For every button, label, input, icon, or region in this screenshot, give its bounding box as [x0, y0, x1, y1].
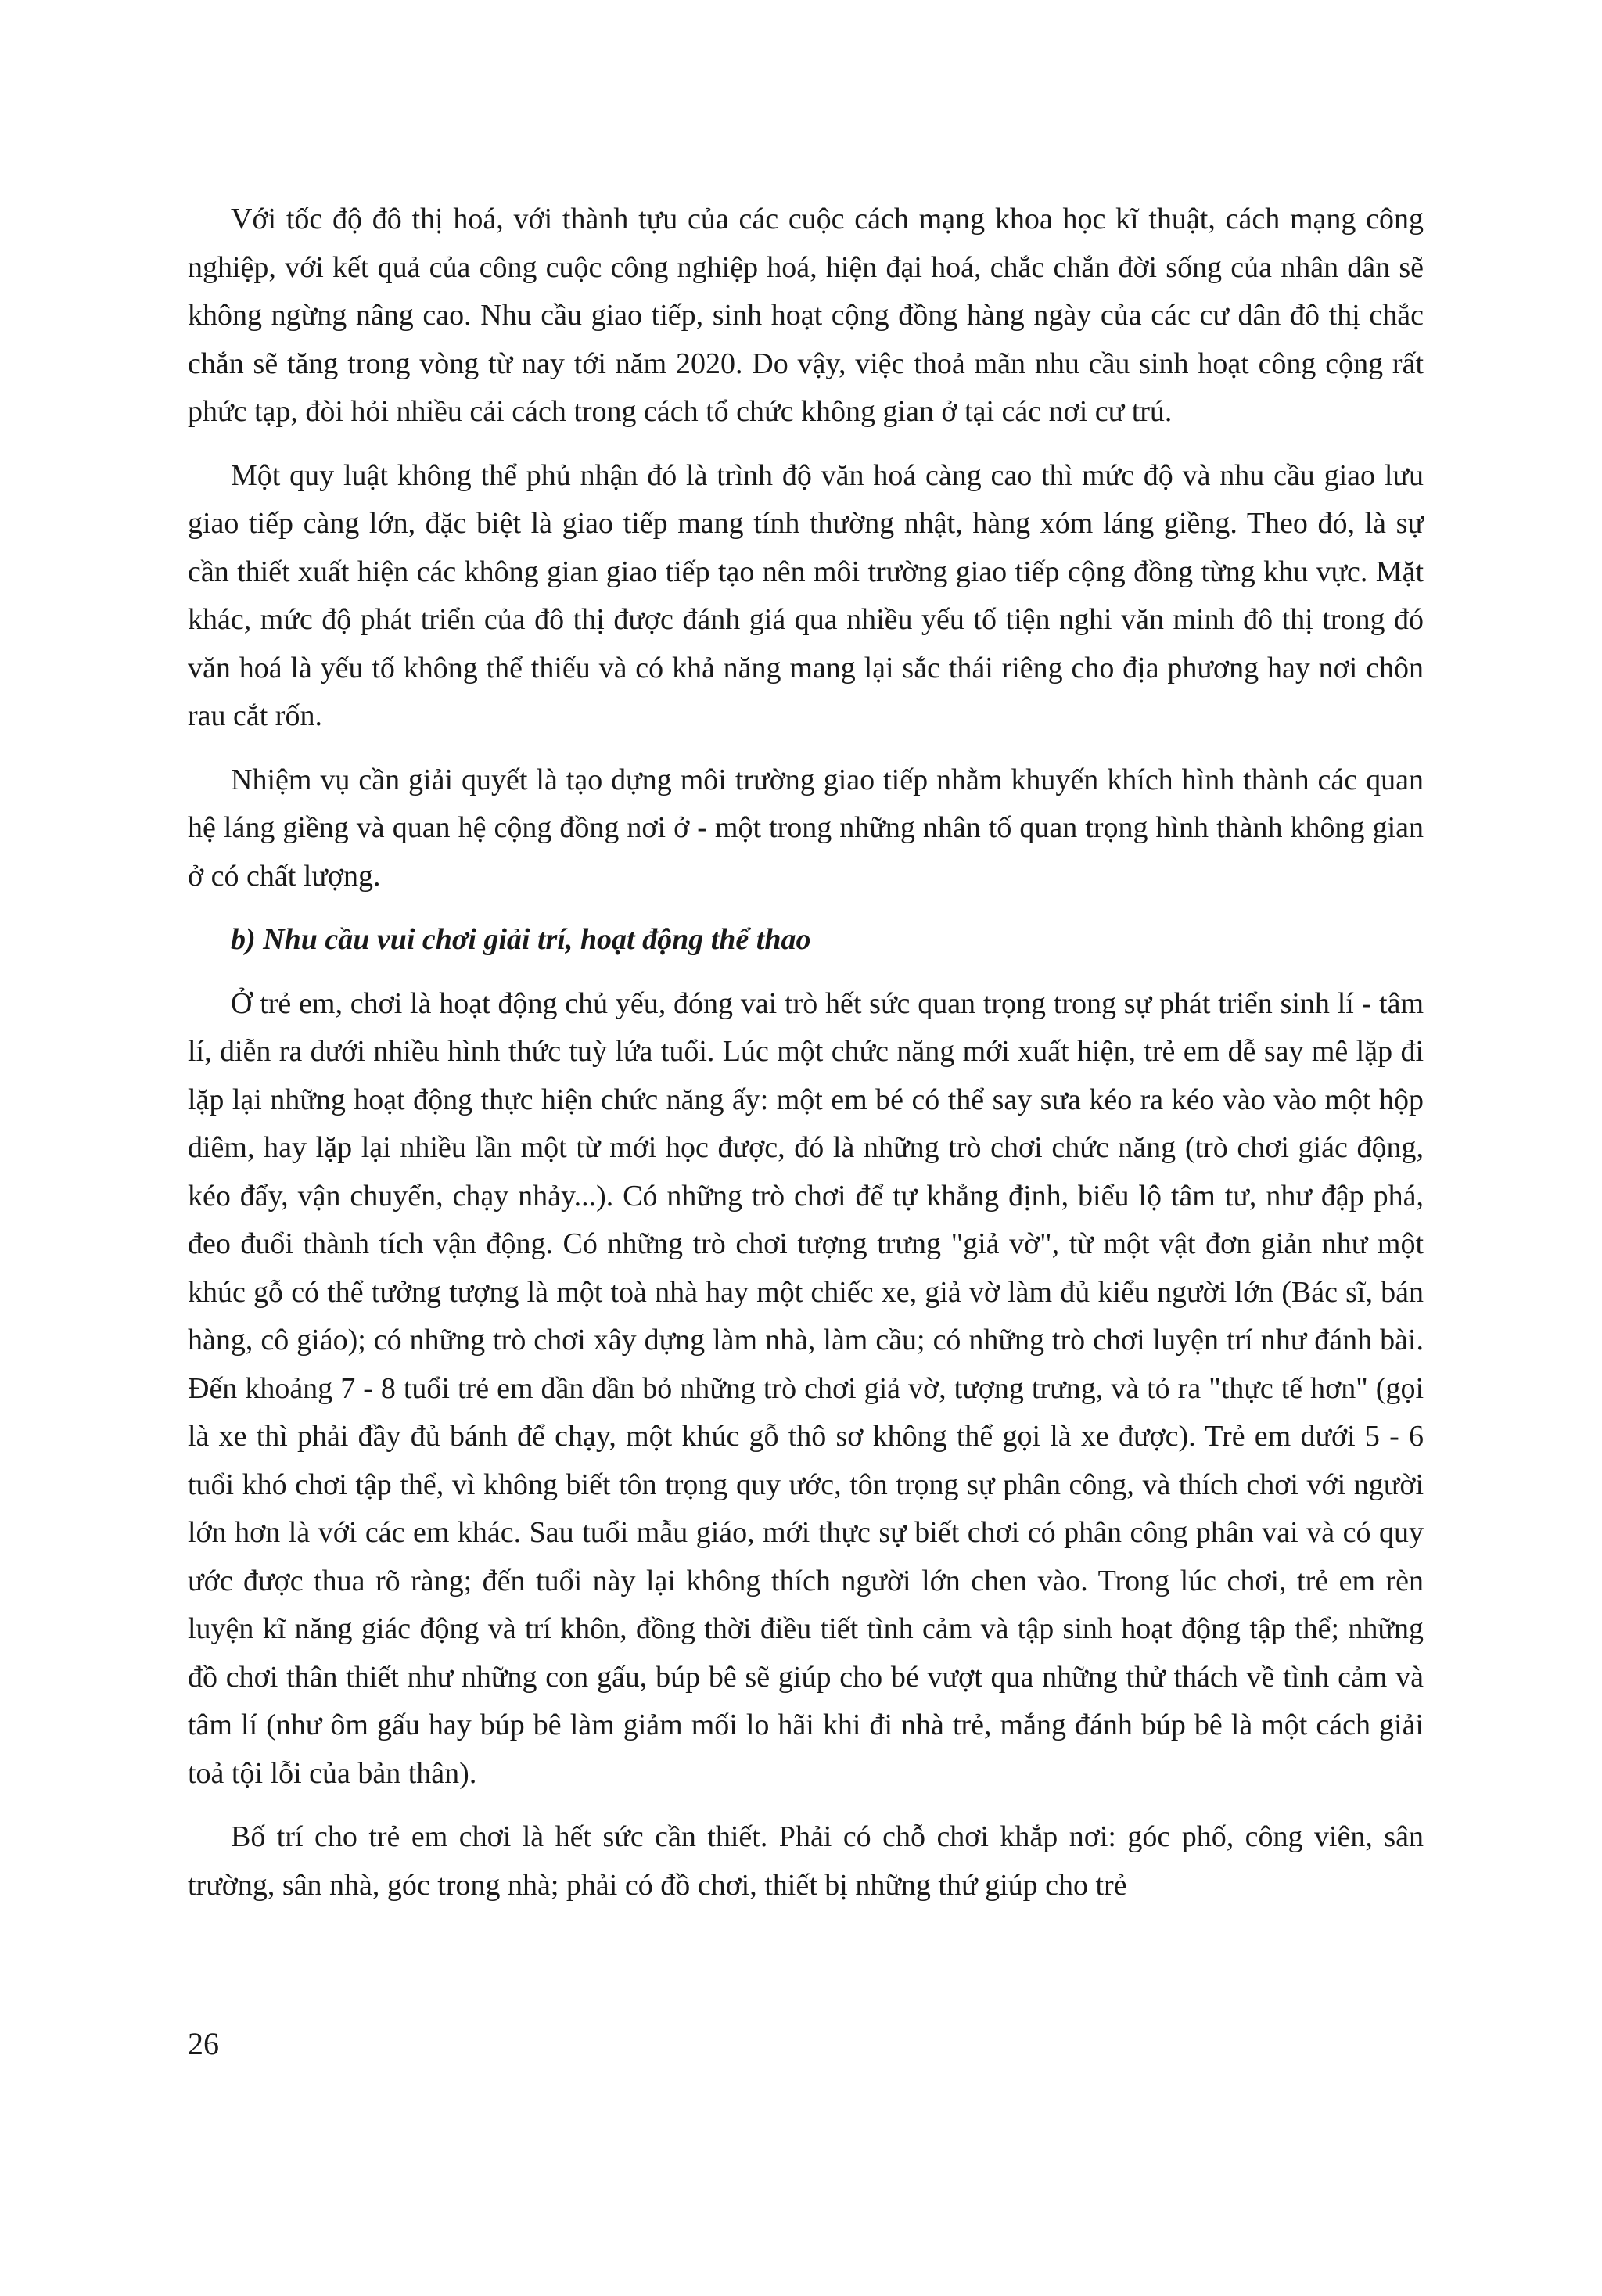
- section-heading-b: b) Nhu cầu vui chơi giải trí, hoạt động thể thao: [231, 923, 811, 956]
- page-body: [188, 196, 1424, 1925]
- paragraph-task: Nhiệm vụ cần giải quyết là tạo dựng môi trường giao tiếp nhằm khuyến khích hình thành các quan hệ láng giềng và quan hệ cộng đồng nơi ở - một trong những nhân tố quan trọng hình thành không gian ở có chất lượng.: [188, 763, 1424, 893]
- paragraph-play-arrangement: Bố trí cho trẻ em chơi là hết sức cần thiết. Phải có chỗ chơi khắp nơi: góc phố, công viên, sân trường, sân nhà, góc trong nhà; phải có đồ chơi, thiết bị những thứ giúp cho trẻ: [188, 1820, 1424, 1902]
- page-number: 26: [188, 2026, 219, 2061]
- paragraph-culture-communication: Một quy luật không thể phủ nhận đó là trình độ văn hoá càng cao thì mức độ và nhu cầu giao lưu giao tiếp càng lớn, đặc biệt là giao tiếp mang tính thường nhật, hàng xóm láng giềng. Theo đó, là sự cần thiết xuất hiện các không gian giao tiếp tạo nên môi trường giao tiếp cộng đồng từng khu vực. Mặt khác, mức độ phát triển của đô thị được đánh giá qua nhiều yếu tố tiện nghi văn minh đô thị trong đó văn hoá là yếu tố không thể thiếu và có khả năng mang lại sắc thái riêng cho địa phương hay nơi chôn rau cắt rốn.: [188, 458, 1424, 732]
- paragraph-urbanization: Với tốc độ đô thị hoá, với thành tựu của các cuộc cách mạng khoa học kĩ thuật, cách mạng công nghiệp, với kết quả của công cuộc công nghiệp hoá, hiện đại hoá, chắc chắn đời sống của nhân dân sẽ không ngừng nâng cao. Nhu cầu giao tiếp, sinh hoạt cộng đồng hàng ngày của các cư dân đô thị chắc chắn sẽ tăng trong vòng từ nay tới năm 2020. Do vậy, việc thoả mãn nhu cầu sinh hoạt công cộng rất phức tạp, đòi hỏi nhiều cải cách trong cách tổ chức không gian ở tại các nơi cư trú.: [188, 203, 1424, 428]
- paragraph-children-play: Ở trẻ em, chơi là hoạt động chủ yếu, đóng vai trò hết sức quan trọng trong sự phát triển sinh lí - tâm lí, diễn ra dưới nhiều hình thức tuỳ lứa tuổi. Lúc một chức năng mới xuất hiện, trẻ em dễ say mê lặp đi lặp lại những hoạt động thực hiện chức năng ấy: một em bé có thể say sưa kéo ra kéo vào vào một hộp diêm, hay lặp lại nhiều lần một từ mới học được, đó là những trò chơi chức năng (trò chơi giác động, kéo đẩy, vận chuyển, chạy nhảy...). Có những trò chơi để tự khẳng định, biểu lộ tâm tư, như đập phá, đeo đuổi thành tích vận động. Có những trò chơi tượng trưng "giả vờ", từ một vật đơn giản như một khúc gỗ có thể tưởng tượng là một toà nhà hay một chiếc xe, giả vờ làm đủ kiểu người lớn (Bác sĩ, bán hàng, cô giáo); có những trò chơi xây dựng làm nhà, làm cầu; có những trò chơi luyện trí như đánh bài. Đến khoảng 7 - 8 tuổi trẻ em dần dần bỏ những trò chơi giả vờ, tượng trưng, và tỏ ra "thực tế hơn" (gọi là xe thì phải đầy đủ bánh để chạy, một khúc gỗ thô sơ không thể gọi là xe được). Trẻ em dưới 5 - 6 tuổi khó chơi tập thể, vì không biết tôn trọng quy ước, tôn trọng sự phân công, và thích chơi với người lớn hơn là với các em khác. Sau tuổi mẫu giáo, mới thực sự biết chơi có phân công phân vai và có quy ước được thua rõ ràng; đến tuổi này lại không thích người lớn chen vào. Trong lúc chơi, trẻ em rèn luyện kĩ năng giác động và trí khôn, đồng thời điều tiết tình cảm và tập sinh hoạt động tập thể; những đồ chơi thân thiết như những con gấu, búp bê sẽ giúp cho bé vượt qua những thử thách về tình cảm và tâm lí (như ôm gấu hay búp bê làm giảm mối lo hãi khi đi nhà trẻ, mắng đánh búp bê là một cách giải toả tội lỗi của bản thân).: [188, 986, 1424, 1790]
